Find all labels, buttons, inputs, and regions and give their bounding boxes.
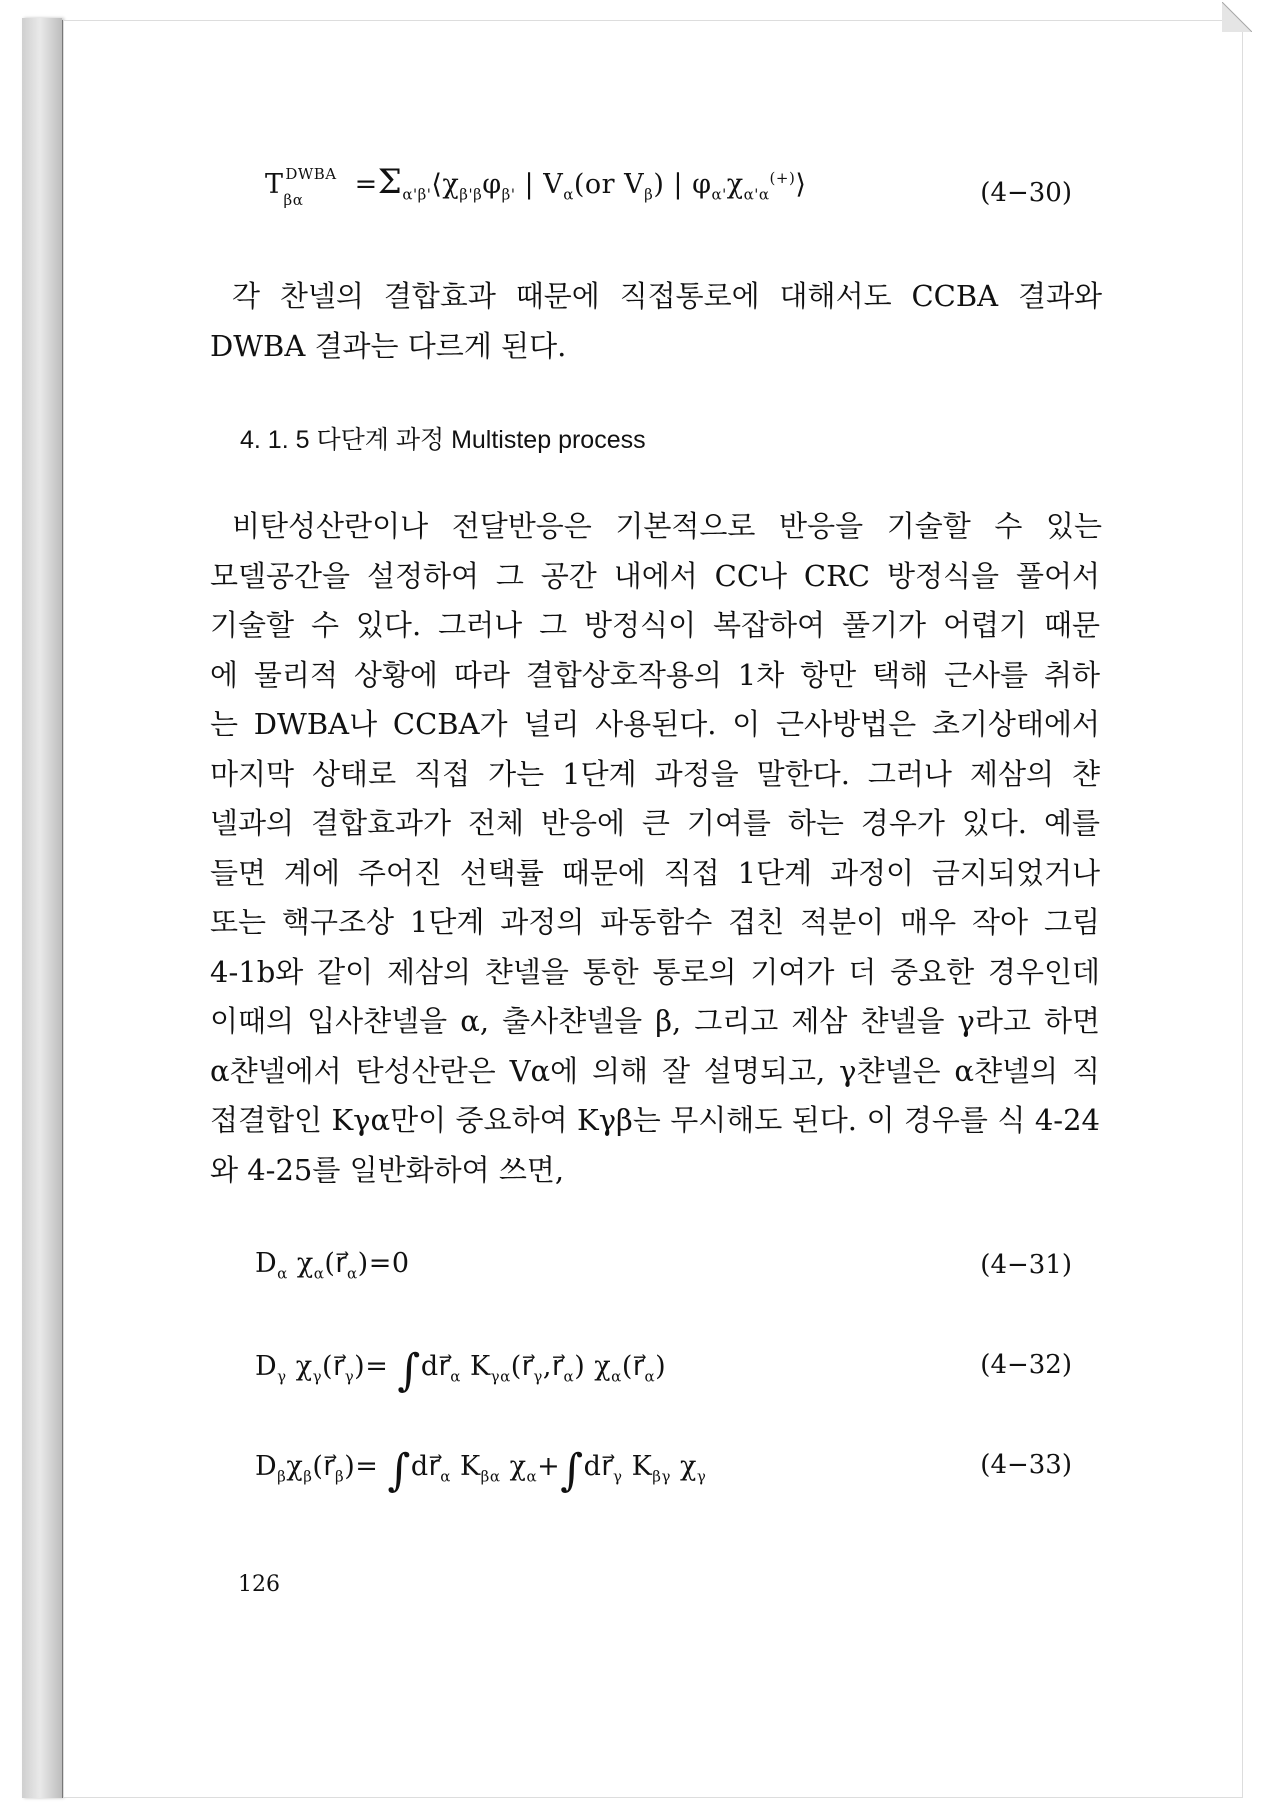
paragraph-2-line: 와 4-25를 일반화하여 쓰면, (210, 1153, 565, 1187)
paragraph-2-line: 에 물리적 상황에 따라 결합상호작용의 1차 항만 택해 근사를 취하 (210, 658, 1100, 692)
paragraph-2-line: 이때의 입사챤넬을 α, 출사챤넬을 β, 그리고 제삼 챤넬을 γ라고 하면 (210, 1004, 1100, 1038)
equation-4-33: $D_\beta\chi_\beta(r⃗_\beta)=$ $\int dr⃗_\alpha$ $K_{\beta\alpha}$ $\chi_\alpha+\int dr⃗_\gamma$ $K_{\beta\gamma}$ $\chi_\gamma$ (255, 1445, 707, 1496)
integral-sign: ∫ (397, 1345, 421, 1396)
paragraph-2-line: 넬과의 결합효과가 전체 반응에 큰 기여를 하는 경우가 있다. 예를 (210, 806, 1100, 840)
paragraph-1-line: DWBA 결과는 다르게 된다. (210, 329, 567, 363)
equation-number-4-33: (4−33) (980, 1450, 1072, 1480)
page-number: 126 (238, 1572, 280, 1597)
equation-number-4-30: (4−30) (980, 178, 1072, 208)
paragraph-2-line: α챤넬에서 탄성산란은 Vα에 의해 잘 설명되고, γ챤넬은 α챤넬의 직 (210, 1054, 1100, 1088)
paragraph-2-line: 마지막 상태로 직접 가는 1단계 과정을 말한다. 그러나 제삼의 챤 (210, 757, 1100, 791)
paragraph-2-line: 들면 계에 주어진 선택률 때문에 직접 1단계 과정이 금지되었거나 (210, 856, 1100, 890)
paragraph-2-line: 비탄성산란이나 전달반응은 기본적으로 반응을 기술할 수 있는 (232, 509, 1102, 543)
paragraph-2-line: 접결합인 Kγα만이 중요하여 Kγβ는 무시해도 된다. 이 경우를 식 4-24 (210, 1103, 1100, 1137)
paragraph-2-line: 4-1b와 같이 제삼의 챤넬을 통한 통로의 기여가 더 중요한 경우인데 (210, 955, 1100, 989)
paragraph-2-line: 또는 핵구조상 1단계 과정의 파동함수 겹친 적분이 매우 작아 그림 (210, 905, 1100, 939)
paragraph-2-line: 기술할 수 있다. 그러나 그 방정식이 복잡하여 풀기가 어렵기 때문 (210, 608, 1100, 642)
equation-4-32: $D_\gamma$ $\chi_\gamma(r⃗_\gamma)=$ $\int dr⃗_\alpha$ $K_{\gamma\alpha}(r⃗_\gamma,r⃗_\alpha)$ $\chi_\alpha(r⃗_\alpha)$ (255, 1345, 667, 1396)
equation-number-4-31: (4−31) (980, 1250, 1072, 1280)
integral-sign: ∫ (560, 1445, 584, 1496)
paragraph-2-line: 는 DWBA나 CCBA가 널리 사용된다. 이 근사방법은 초기상태에서 (210, 707, 1100, 741)
equation-4-30: $T_{\beta\alpha}^{DWBA}$ $=\Sigma_{\alpha'\beta'}⟨\chi_{\beta'\beta}\varphi_{\beta'}$ | $V_\alpha(or$ $V_\beta$) | $\varphi_{\alpha'}\chi_{\alpha'\alpha}^{(+)}⟩$ (265, 162, 807, 210)
section-heading: 4. 1. 5 다단계 과정 Multistep process (240, 426, 646, 454)
equation-4-31: $D_\alpha$ $\chi_\alpha(r⃗_\alpha)=0$ (255, 1248, 410, 1283)
book-edge (22, 18, 62, 1798)
equation-number-4-32: (4−32) (980, 1350, 1072, 1380)
page-corner (1222, 2, 1252, 32)
integral-sign: ∫ (387, 1445, 411, 1496)
paragraph-1-line: 각 찬넬의 결합효과 때문에 직접통로에 대해서도 CCBA 결과와 (232, 279, 1102, 313)
paragraph-2-line: 모델공간을 설정하여 그 공간 내에서 CC나 CRC 방정식을 풀어서 (210, 559, 1100, 593)
